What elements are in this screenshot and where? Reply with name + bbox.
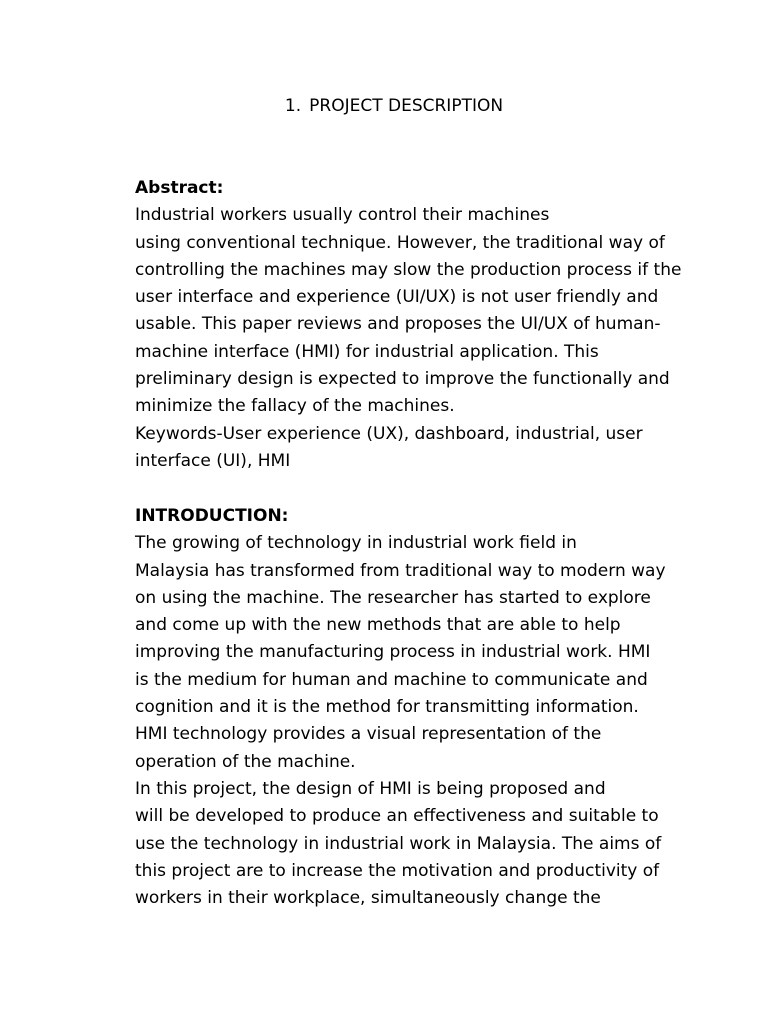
abstract-section bbox=[135, 175, 695, 475]
abstract-line: machine interface (HMI) for industrial application. This bbox=[135, 341, 599, 362]
introduction-line: this project are to increase the motivation and productivity of bbox=[135, 860, 660, 881]
introduction-line: The growing of technology in industrial work field in bbox=[135, 533, 577, 554]
keywords-line: Keywords-User experience (UX), dashboard, industrial, user bbox=[135, 423, 643, 444]
introduction-line: workers in their workplace, simultaneously change the bbox=[135, 888, 601, 909]
introduction-line: will be developed to produce an effectiveness and suitable to bbox=[135, 806, 659, 827]
introduction-line: In this project, the design of HMI is being proposed and bbox=[135, 778, 606, 799]
introduction-line: and come up with the new methods that are able to help bbox=[135, 615, 621, 636]
abstract-line: usable. This paper reviews and proposes the UI/UX of human- bbox=[135, 314, 661, 335]
introduction-line: operation of the machine. bbox=[135, 751, 356, 772]
introduction-line: cognition and it is the method for transmitting information. bbox=[135, 697, 639, 718]
keywords-line: interface (UI), HMI bbox=[135, 450, 291, 471]
abstract-line: controlling the machines may slow the production process if the bbox=[135, 259, 682, 280]
abstract-heading: Abstract: bbox=[135, 178, 224, 198]
introduction-line: HMI technology provides a visual representation of the bbox=[135, 724, 602, 745]
introduction-line: is the medium for human and machine to communicate and bbox=[135, 669, 648, 690]
abstract-line: Industrial workers usually control their machines bbox=[135, 205, 550, 226]
introduction-line: use the technology in industrial work in Malaysia. The aims of bbox=[135, 833, 662, 854]
introduction-line: on using the machine. The researcher has started to explore bbox=[135, 587, 651, 608]
abstract-line: using conventional technique. However, the traditional way of bbox=[135, 232, 665, 253]
page-title bbox=[0, 94, 768, 118]
abstract-line: user interface and experience (UI/UX) is not user friendly and bbox=[135, 287, 659, 308]
title-text: PROJECT DESCRIPTION bbox=[309, 96, 504, 116]
introduction-section bbox=[135, 503, 695, 912]
abstract-line: minimize the fallacy of the machines. bbox=[135, 396, 455, 417]
introduction-heading: INTRODUCTION: bbox=[135, 506, 289, 526]
abstract-line: preliminary design is expected to improve the functionally and bbox=[135, 369, 670, 390]
introduction-line: Malaysia has transformed from traditional way to modern way bbox=[135, 560, 666, 581]
introduction-line: improving the manufacturing process in industrial work. HMI bbox=[135, 642, 651, 663]
title-number: 1. bbox=[284, 96, 302, 116]
